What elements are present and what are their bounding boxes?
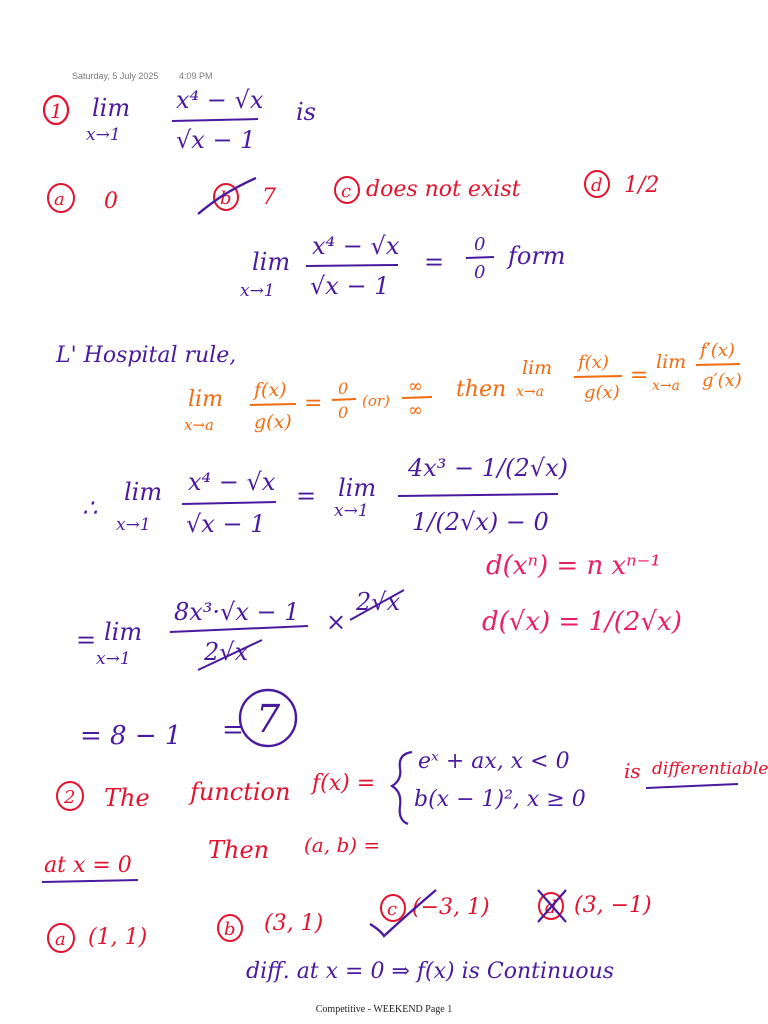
step4-expr: = 8 − 1 xyxy=(80,721,182,751)
step1-lim-sub: x→1 xyxy=(240,281,275,301)
step2-bar xyxy=(182,502,276,504)
q2-fx: f(x) = xyxy=(312,771,376,796)
step3-bar xyxy=(170,626,308,632)
note-time: 4:09 PM xyxy=(179,71,213,81)
q1-lim: lim xyxy=(92,94,131,122)
step2-eq: = xyxy=(296,482,317,510)
q2-underline-at xyxy=(42,880,138,882)
lh-g: g(x) xyxy=(254,411,292,433)
note-date: Saturday, 5 July 2025 xyxy=(72,71,159,81)
q2-at: at x = 0 xyxy=(44,853,132,878)
q1-option-b-letter: b xyxy=(220,188,232,209)
step2-lim2: lim xyxy=(338,474,377,502)
lh-lim3-sub: x→a xyxy=(652,378,680,394)
lhospital xyxy=(55,340,742,434)
step1-lim: lim xyxy=(252,248,291,276)
lh-gp: g′(x) xyxy=(702,370,742,391)
rule-power: d(xⁿ) = n xⁿ⁻¹ xyxy=(486,551,661,581)
step2-lim2-sub: x→1 xyxy=(334,501,369,521)
step4-eq: = xyxy=(222,715,244,745)
step2-denominator: √x − 1 xyxy=(186,510,266,538)
step1-form-word: form xyxy=(508,242,566,270)
step3-lim: lim xyxy=(104,618,143,646)
q1-option-d-letter: d xyxy=(591,175,603,196)
q2-then: Then xyxy=(208,836,270,864)
step2-lim-sub: x→1 xyxy=(116,515,151,535)
q2-option-c-letter: c xyxy=(387,899,398,920)
lh-f: f(x) xyxy=(254,379,287,401)
rule-sqrt: d(√x) = 1/(2√x) xyxy=(482,607,682,637)
lh-g2: g(x) xyxy=(584,382,620,403)
q2-brace xyxy=(392,752,412,824)
q1-header xyxy=(44,96,68,124)
lh-lim2: lim xyxy=(522,357,553,379)
lh-eq: = xyxy=(304,391,323,416)
q2-is: is xyxy=(624,759,641,783)
step3-eq: = xyxy=(76,626,97,654)
q2-option-a-text: (1, 1) xyxy=(88,925,148,950)
q2-underline-diff xyxy=(646,784,738,788)
lh-fp: f′(x) xyxy=(700,340,735,361)
lh-zero-bar xyxy=(332,399,356,400)
lh-lim2-sub: x→a xyxy=(516,384,544,400)
step3-denominator: 2√x xyxy=(204,638,249,666)
step2 xyxy=(82,454,568,538)
step1-denominator: √x − 1 xyxy=(310,272,390,300)
q2-number: 2 xyxy=(64,787,76,808)
q2-ab: (a, b) = xyxy=(304,833,381,857)
step1-form-bar xyxy=(466,257,494,258)
q1-expression xyxy=(86,86,316,154)
lh-eq2: = xyxy=(630,363,649,388)
q2-differentiable: differentiable xyxy=(652,759,768,779)
step3-times: × xyxy=(326,608,347,636)
derivative-rules xyxy=(482,551,682,637)
step2-lim: lim xyxy=(124,478,163,506)
q2-option-c-text: (−3, 1) xyxy=(412,895,490,920)
lh-then: then xyxy=(456,377,507,402)
lh-bar3 xyxy=(696,364,740,365)
q1-is: is xyxy=(296,98,316,126)
lh-inf-bar xyxy=(402,397,432,398)
lh-inf-den: ∞ xyxy=(408,400,423,421)
q2-the: The xyxy=(104,784,150,812)
step3 xyxy=(76,588,404,670)
lh-f2: f(x) xyxy=(578,352,609,373)
step1-form-den: 0 xyxy=(474,262,486,283)
q2-case1: eˣ + ax, x < 0 xyxy=(418,749,570,774)
lh-lim3: lim xyxy=(656,351,687,373)
step2-therefore: ∴ xyxy=(82,494,98,522)
lh-zero-num: 0 xyxy=(338,379,349,398)
q1-option-a-text: 0 xyxy=(104,189,118,214)
q2-option-a-letter: a xyxy=(55,929,66,950)
q1-option-c-letter: c xyxy=(341,181,352,202)
q1-option-c-text: does not exist xyxy=(366,177,521,202)
step2-numerator: x⁴ − √x xyxy=(188,468,276,496)
q1-fraction-bar xyxy=(172,119,258,121)
step3-lim-sub: x→1 xyxy=(96,649,131,669)
step1 xyxy=(240,232,566,301)
lh-or: (or) xyxy=(362,392,390,410)
q2-option-d-text: (3, −1) xyxy=(574,893,652,918)
page-footer: Competitive - WEEKEND Page 1 xyxy=(315,1004,453,1015)
q2 xyxy=(42,749,768,882)
q2-case2: b(x − 1)², x ≥ 0 xyxy=(414,787,586,812)
q1-number: 1 xyxy=(50,99,63,123)
lh-bar2 xyxy=(574,376,622,377)
q2-options xyxy=(48,890,652,952)
q2-function: function xyxy=(190,778,291,806)
bottom-line-text: diff. at x = 0 ⇒ f(x) is Continuous xyxy=(246,959,615,984)
step1-fraction-bar xyxy=(306,265,398,266)
q1-numerator: x⁴ − √x xyxy=(176,86,264,114)
step4-answer: 7 xyxy=(256,697,281,741)
lh-lim-sub: x→a xyxy=(184,416,214,434)
lhospital-formula xyxy=(184,340,742,434)
lh-zero-den: 0 xyxy=(338,403,349,422)
q1-option-a-letter: a xyxy=(54,189,65,210)
lh-lim: lim xyxy=(188,387,223,412)
q1-option-b-text: 7 xyxy=(262,185,276,210)
step2-bar2 xyxy=(398,494,558,496)
q1-option-d-text: 1/2 xyxy=(624,173,660,198)
step3-numerator: 8x³·√x − 1 xyxy=(174,598,300,626)
lhospital-title: L' Hospital rule, xyxy=(56,343,237,368)
lh-inf-num: ∞ xyxy=(408,376,423,397)
step1-numerator: x⁴ − √x xyxy=(312,232,400,260)
step1-form-num: 0 xyxy=(474,234,486,255)
q1-lim-sub: x→1 xyxy=(86,125,121,145)
step2-denominator2: 1/(2√x) − 0 xyxy=(412,508,549,536)
q2-option-d-letter: d xyxy=(545,897,557,918)
step2-numerator2: 4x³ − 1/(2√x) xyxy=(408,454,568,482)
step1-eq: = xyxy=(424,248,445,276)
q2-option-b-letter: b xyxy=(224,919,236,940)
bottom-line xyxy=(246,959,614,984)
q1-options xyxy=(48,171,659,214)
step3-factor: 2√x xyxy=(356,588,401,616)
lh-bar1 xyxy=(250,404,296,405)
step4 xyxy=(80,690,296,751)
q2-option-b-text: (3, 1) xyxy=(264,911,324,936)
q1-denominator: √x − 1 xyxy=(176,126,256,154)
